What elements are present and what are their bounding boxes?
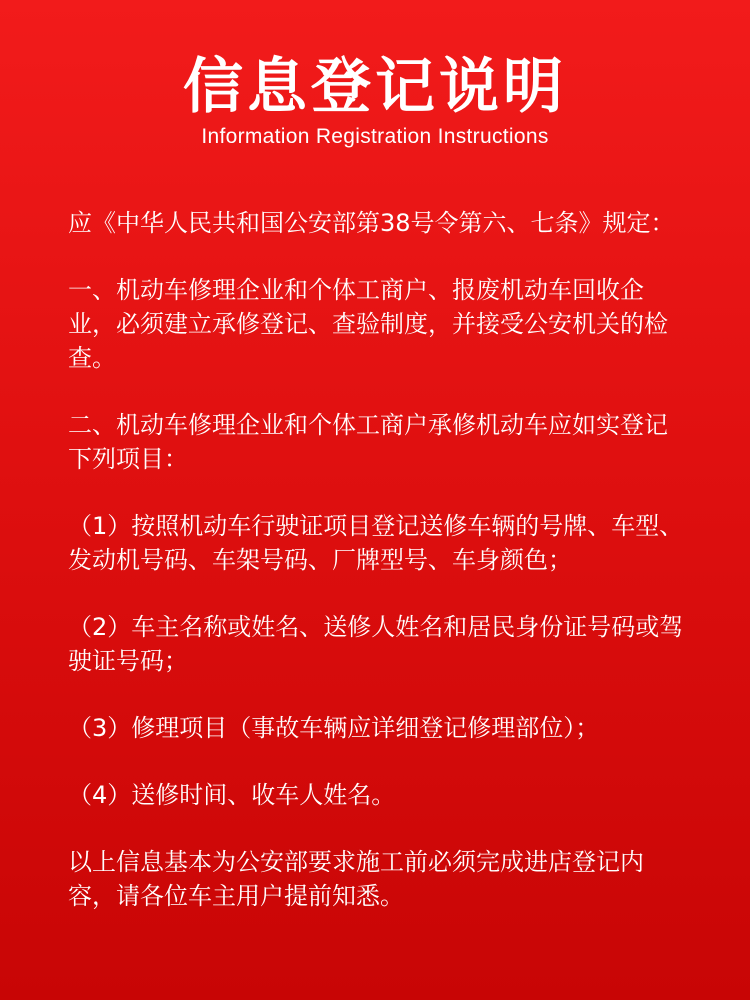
article-one: 一、机动车修理企业和个体工商户、报废机动车回收企业，必须建立承修登记、查验制度，并接受公安机关的检查。	[68, 276, 668, 372]
header	[0, 48, 750, 150]
page-title: 信息登记说明	[183, 52, 567, 122]
article-two: 二、机动车修理企业和个体工商户承修机动车应如实登记下列项目：	[68, 411, 668, 473]
item-three: （3）修理项目（事故车辆应详细登记修理部位）；	[68, 714, 600, 742]
regulation-intro: 应《中华人民共和国公安部第38号令第六、七条》规定：	[68, 209, 675, 237]
page-subtitle: Information Registration Instructions	[201, 125, 549, 148]
item-one: （1）按照机动车行驶证项目登记送修车辆的号牌、车型、发动机号码、车架号码、厂牌型号、车身颜色；	[68, 512, 684, 574]
item-two: （2）车主名称或姓名、送修人姓名和居民身份证号码或驾驶证号码；	[68, 613, 684, 675]
closing-note: 以上信息基本为公安部要求施工前必须完成进店登记内容，请各位车主用户提前知悉。	[68, 848, 644, 910]
instructions-body	[68, 206, 688, 913]
item-four: （4）送修时间、收车人姓名。	[68, 781, 396, 809]
